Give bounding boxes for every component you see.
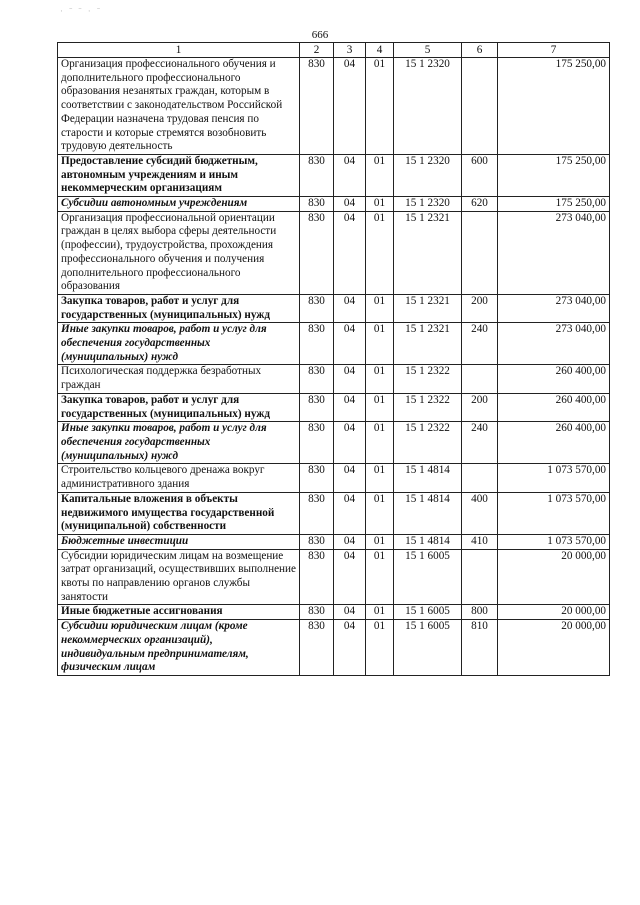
subsection-cell: 01: [366, 154, 394, 196]
amount-cell: 260 400,00: [498, 422, 610, 464]
item-name-cell: Психологическая поддержка безработных граждан: [58, 365, 300, 393]
subsection-cell: 01: [366, 393, 394, 421]
target-article-cell: 15 1 2322: [394, 393, 462, 421]
expense-type-cell: 240: [462, 323, 498, 365]
target-article-cell: 15 1 2321: [394, 323, 462, 365]
table-row: [58, 422, 610, 464]
amount-cell: 260 400,00: [498, 365, 610, 393]
code-830-cell: 830: [300, 620, 334, 676]
code-830-cell: 830: [300, 422, 334, 464]
amount-cell: 273 040,00: [498, 211, 610, 294]
section-cell: 04: [334, 365, 366, 393]
amount-cell: 20 000,00: [498, 620, 610, 676]
code-830-cell: 830: [300, 294, 334, 322]
item-name-cell: Иные бюджетные ассигнования: [58, 605, 300, 620]
target-article-cell: 15 1 4814: [394, 492, 462, 534]
subsection-cell: 01: [366, 605, 394, 620]
expense-type-cell: [462, 549, 498, 605]
column-header-5: 5: [394, 43, 462, 58]
expense-type-cell: [462, 464, 498, 492]
column-header-7: 7: [498, 43, 610, 58]
item-name-cell: Капитальные вложения в объекты недвижимого имущества государственной (муниципальной) собственности: [58, 492, 300, 534]
amount-cell: 175 250,00: [498, 58, 610, 155]
target-article-cell: 15 1 2322: [394, 365, 462, 393]
code-830-cell: 830: [300, 605, 334, 620]
item-name-cell: Предоставление субсидий бюджетным, автономным учреждениям и иным некоммерческим организациям: [58, 154, 300, 196]
amount-cell: 260 400,00: [498, 393, 610, 421]
expense-type-cell: 600: [462, 154, 498, 196]
amount-cell: 273 040,00: [498, 294, 610, 322]
target-article-cell: 15 1 4814: [394, 534, 462, 549]
item-name-cell: Субсидии юридическим лицам на возмещение затрат организаций, осуществивших выполнение квоты по направлению органов службы занятости: [58, 549, 300, 605]
expense-type-cell: [462, 365, 498, 393]
table-row: [58, 294, 610, 322]
item-name-cell: Организация профессиональной ориентации граждан в целях выбора сферы деятельности (профессии), трудоустройства, прохождения профессионального обучения и получения дополнительного профессионального образования: [58, 211, 300, 294]
expense-type-cell: 240: [462, 422, 498, 464]
section-cell: 04: [334, 197, 366, 212]
target-article-cell: 15 1 6005: [394, 605, 462, 620]
code-830-cell: 830: [300, 323, 334, 365]
table-row: [58, 605, 610, 620]
section-cell: 04: [334, 393, 366, 421]
target-article-cell: 15 1 2320: [394, 197, 462, 212]
target-article-cell: 15 1 2321: [394, 211, 462, 294]
target-article-cell: 15 1 2320: [394, 58, 462, 155]
subsection-cell: 01: [366, 620, 394, 676]
item-name-cell: Субсидии автономным учреждениям: [58, 197, 300, 212]
scan-noise-mark: · ˉ ˉ · ˉ: [60, 6, 102, 16]
subsection-cell: 01: [366, 294, 394, 322]
table-body: [58, 58, 610, 676]
table-row: [58, 197, 610, 212]
section-cell: 04: [334, 211, 366, 294]
target-article-cell: 15 1 2322: [394, 422, 462, 464]
code-830-cell: 830: [300, 211, 334, 294]
table-row: [58, 365, 610, 393]
table-row: [58, 154, 610, 196]
expense-type-cell: 620: [462, 197, 498, 212]
budget-table: [57, 42, 610, 676]
expense-type-cell: 410: [462, 534, 498, 549]
section-cell: 04: [334, 605, 366, 620]
subsection-cell: 01: [366, 197, 394, 212]
item-name-cell: Иные закупки товаров, работ и услуг для обеспечения государственных (муниципальных) нужд: [58, 323, 300, 365]
item-name-cell: Строительство кольцевого дренажа вокруг административного здания: [58, 464, 300, 492]
section-cell: 04: [334, 549, 366, 605]
amount-cell: 1 073 570,00: [498, 492, 610, 534]
section-cell: 04: [334, 58, 366, 155]
amount-cell: 175 250,00: [498, 197, 610, 212]
item-name-cell: Закупка товаров, работ и услуг для государственных (муниципальных) нужд: [58, 294, 300, 322]
table-row: [58, 620, 610, 676]
section-cell: 04: [334, 294, 366, 322]
column-header-3: 3: [334, 43, 366, 58]
item-name-cell: Организация профессионального обучения и дополнительного профессионального образования незанятых граждан, которым в соответствии с законодательством Российской Федерации назначена трудовая пенсия по старости и которые стремятся возобновить трудовую деятельность: [58, 58, 300, 155]
subsection-cell: 01: [366, 323, 394, 365]
subsection-cell: 01: [366, 211, 394, 294]
subsection-cell: 01: [366, 464, 394, 492]
item-name-cell: Субсидии юридическим лицам (кроме некоммерческих организаций), индивидуальным предпринимателям, физическим лицам: [58, 620, 300, 676]
table-row: [58, 393, 610, 421]
expense-type-cell: 400: [462, 492, 498, 534]
section-cell: 04: [334, 422, 366, 464]
section-cell: 04: [334, 464, 366, 492]
code-830-cell: 830: [300, 58, 334, 155]
code-830-cell: 830: [300, 365, 334, 393]
section-cell: 04: [334, 492, 366, 534]
expense-type-cell: 810: [462, 620, 498, 676]
amount-cell: 20 000,00: [498, 605, 610, 620]
code-830-cell: 830: [300, 154, 334, 196]
section-cell: 04: [334, 154, 366, 196]
expense-type-cell: 800: [462, 605, 498, 620]
subsection-cell: 01: [366, 422, 394, 464]
amount-cell: 175 250,00: [498, 154, 610, 196]
target-article-cell: 15 1 2320: [394, 154, 462, 196]
subsection-cell: 01: [366, 492, 394, 534]
subsection-cell: 01: [366, 549, 394, 605]
table-row: [58, 211, 610, 294]
amount-cell: 1 073 570,00: [498, 464, 610, 492]
section-cell: 04: [334, 323, 366, 365]
table-row: [58, 464, 610, 492]
column-header-4: 4: [366, 43, 394, 58]
amount-cell: 20 000,00: [498, 549, 610, 605]
amount-cell: 1 073 570,00: [498, 534, 610, 549]
target-article-cell: 15 1 6005: [394, 620, 462, 676]
item-name-cell: Закупка товаров, работ и услуг для государственных (муниципальных) нужд: [58, 393, 300, 421]
target-article-cell: 15 1 4814: [394, 464, 462, 492]
code-830-cell: 830: [300, 534, 334, 549]
expense-type-cell: 200: [462, 294, 498, 322]
subsection-cell: 01: [366, 534, 394, 549]
section-cell: 04: [334, 534, 366, 549]
table-row: [58, 549, 610, 605]
table-row: [58, 534, 610, 549]
item-name-cell: Бюджетные инвестиции: [58, 534, 300, 549]
column-header-6: 6: [462, 43, 498, 58]
column-header-1: 1: [58, 43, 300, 58]
code-830-cell: 830: [300, 197, 334, 212]
page-number: 666: [311, 29, 329, 41]
expense-type-cell: 200: [462, 393, 498, 421]
expense-type-cell: [462, 211, 498, 294]
table-row: [58, 58, 610, 155]
code-830-cell: 830: [300, 492, 334, 534]
column-header-2: 2: [300, 43, 334, 58]
table-row: [58, 323, 610, 365]
code-830-cell: 830: [300, 549, 334, 605]
code-830-cell: 830: [300, 393, 334, 421]
expense-type-cell: [462, 58, 498, 155]
table-header-row: [58, 43, 610, 58]
subsection-cell: 01: [366, 365, 394, 393]
amount-cell: 273 040,00: [498, 323, 610, 365]
item-name-cell: Иные закупки товаров, работ и услуг для обеспечения государственных (муниципальных) нужд: [58, 422, 300, 464]
target-article-cell: 15 1 6005: [394, 549, 462, 605]
section-cell: 04: [334, 620, 366, 676]
subsection-cell: 01: [366, 58, 394, 155]
table-row: [58, 492, 610, 534]
target-article-cell: 15 1 2321: [394, 294, 462, 322]
code-830-cell: 830: [300, 464, 334, 492]
